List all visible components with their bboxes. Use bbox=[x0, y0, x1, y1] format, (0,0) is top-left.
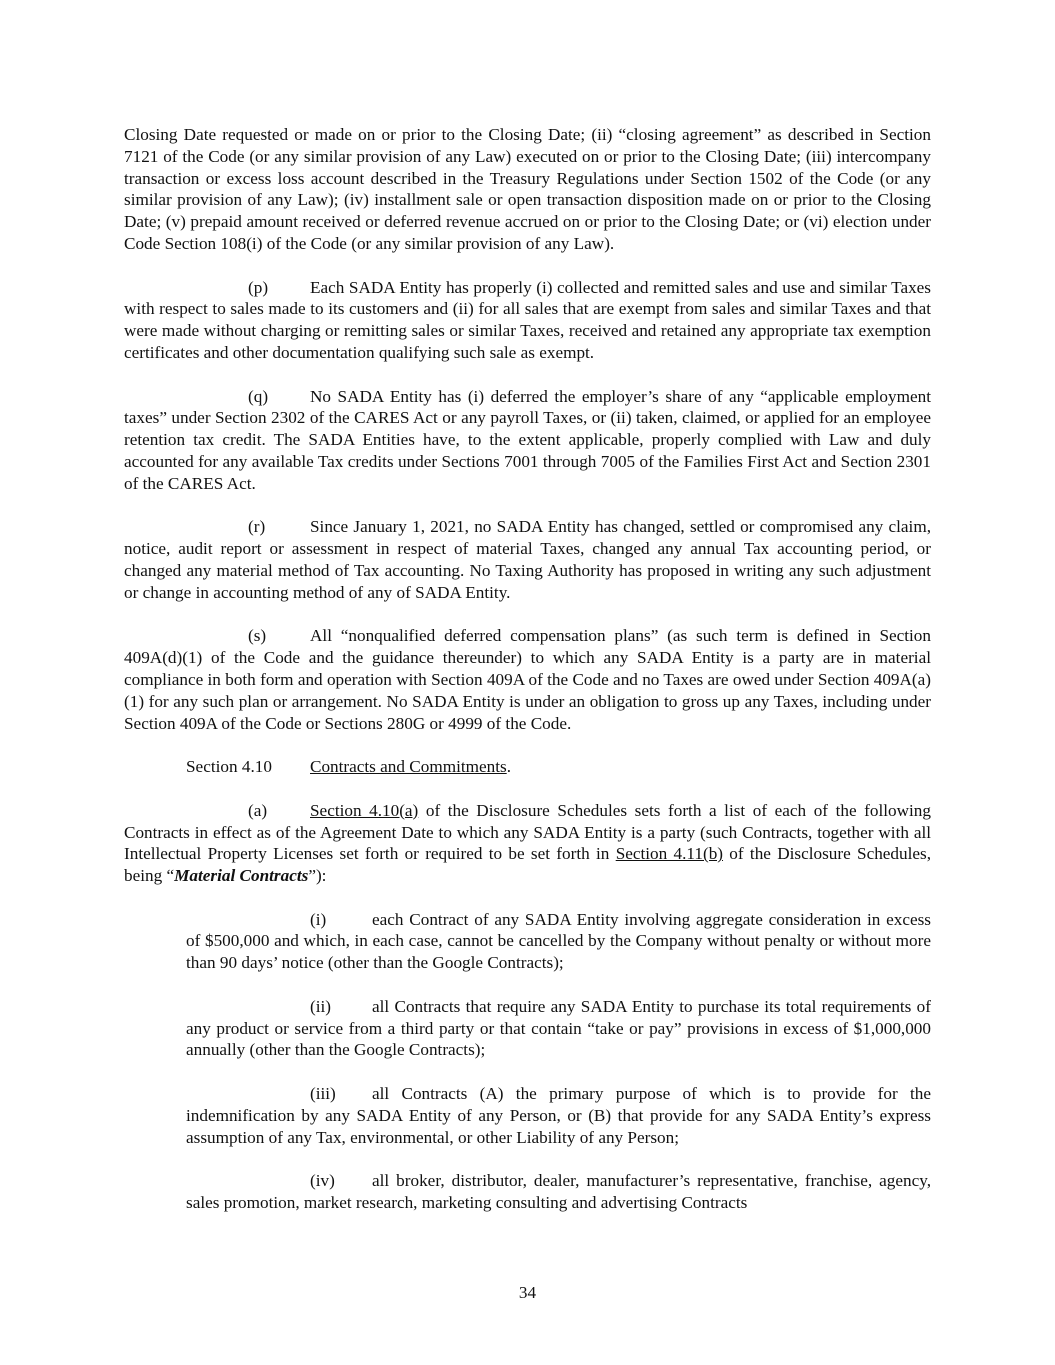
item-label: (i) bbox=[310, 909, 327, 929]
paragraph-text: of the Disclosure Schedules, being “ bbox=[124, 844, 931, 886]
paragraph-label: (r) bbox=[248, 517, 266, 537]
list-item-ii bbox=[186, 996, 931, 1061]
item-label: (ii) bbox=[310, 996, 331, 1016]
paragraph-text: of the Disclosure Schedules sets forth a list of each of the following Contracts in effect as of the Agreement Date to which any SADA Entity is a party (such Contracts, together with all Intellectual Property Licenses set forth or required to be set forth in bbox=[124, 800, 931, 864]
list-item-iv bbox=[186, 1170, 931, 1214]
cross-reference: Section 4.10(a) bbox=[310, 800, 419, 820]
page-number: 34 bbox=[518, 1283, 537, 1302]
item-label: (iv) bbox=[310, 1171, 335, 1191]
item-text: all Contracts that require any SADA Entity to purchase its total requirements of any product or service from a third party or that contain “take or pay” provisions in excess of $1,000,000 annually (other than the Google Contracts); bbox=[186, 996, 931, 1060]
cross-reference: Section 4.11(b) bbox=[615, 844, 724, 864]
paragraph-label: (s) bbox=[248, 626, 267, 646]
paragraph-text: All “nonqualified deferred compensation plans” (as such term is defined in Section 409A(d)(1) of the Code and the guidance thereunder) to which any SADA Entity is a party are in material compliance in both form and operation with Section 409A of the Code and no Taxes are owed under Section 409A(a)(1) for any such plan or arrangement. No SADA Entity is under an obligation to gross up any Taxes, including under Section 409A of the Code or Sections 280G or 4999 of the Code. bbox=[124, 626, 931, 733]
paragraph-s bbox=[124, 625, 931, 734]
defined-term: Material Contracts bbox=[174, 866, 309, 886]
paragraph-text: ”): bbox=[308, 866, 327, 886]
paragraph-intro: Closing Date requested or made on or prior to the Closing Date; (ii) “closing agreement” as described in Section 7121 of the Code (or any similar provision of any Law) executed on or prior to the Closing Date; (iii) intercompany transaction or excess loss account described in the Treasury Regulations under Section 1502 of the Code (or any similar provision of any Law); (iv) installment sale or open transaction disposition made on or prior to the Closing Date; (v) prepaid amount received or deferred revenue accrued on or prior to the Closing Date; or (vi) election under Code Section 108(i) of the Code (or any similar provision of any Law). bbox=[124, 125, 931, 253]
section-title: Contracts and Commitments bbox=[310, 757, 507, 777]
item-text: all broker, distributor, dealer, manufacturer’s representative, franchise, agency, sales promotion, market research, marketing consulting and advertising Contracts bbox=[186, 1171, 931, 1213]
paragraph-text: Since January 1, 2021, no SADA Entity has changed, settled or compromised any claim, notice, audit report or assessment in respect of material Taxes, changed any annual Tax accounting period, or changed any material method of Tax accounting. No Taxing Authority has proposed in writing any such adjustment or change in accounting method of any of SADA Entity. bbox=[124, 517, 931, 602]
paragraph-r bbox=[124, 516, 931, 603]
paragraph-label: (p) bbox=[248, 277, 269, 297]
paragraph-text: Each SADA Entity has properly (i) collected and remitted sales and use and similar Taxes with respect to sales made to its customers and (ii) for all sales that are exempt from sales and similar Taxes and that were made without charging or remitting sales or similar Taxes, received and retained any appropriate tax exemption certificates and other documentation qualifying such sale as exempt. bbox=[124, 277, 931, 362]
item-text: each Contract of any SADA Entity involving aggregate consideration in excess of $500,000 and which, in each case, cannot be cancelled by the Company without penalty or without more than 90 days’ notice (other than the Google Contracts); bbox=[186, 909, 931, 973]
item-label: (iii) bbox=[310, 1084, 336, 1104]
section-number: Section 4.10 bbox=[186, 757, 272, 777]
list-item-i bbox=[186, 909, 931, 974]
paragraph-q bbox=[124, 386, 931, 495]
section-heading bbox=[124, 756, 931, 778]
list-item-iii bbox=[186, 1083, 931, 1148]
paragraph-label: (q) bbox=[248, 386, 269, 406]
section-title-period: . bbox=[506, 757, 511, 777]
paragraph-text: No SADA Entity has (i) deferred the employer’s share of any “applicable employment taxes” under Section 2302 of the CARES Act or any payroll Taxes, or (ii) taken, claimed, or applied for an employee retention tax credit. The SADA Entities have, to the extent applicable, properly complied with Law and duly accounted for any available Tax credits under Sections 7001 through 7005 of the Families First Act and Section 2301 of the CARES Act. bbox=[124, 386, 931, 493]
paragraph-p bbox=[124, 277, 931, 364]
document-page bbox=[124, 124, 931, 1236]
paragraph-label: (a) bbox=[248, 800, 268, 820]
item-text: all Contracts (A) the primary purpose of which is to provide for the indemnification by any SADA Entity of any Person, or (B) that provide for any SADA Entity’s express assumption of any Tax, environmental, or other Liability of any Person; bbox=[186, 1084, 931, 1147]
paragraph-a bbox=[124, 800, 931, 887]
